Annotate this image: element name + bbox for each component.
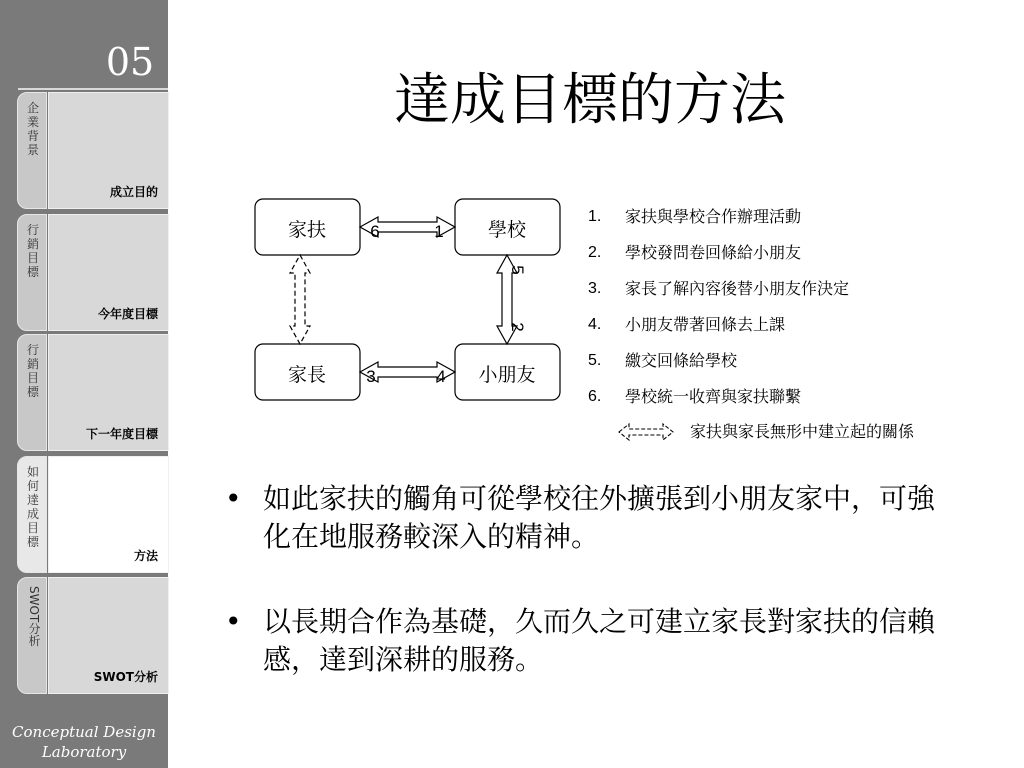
bullet-text: 以長期合作為基礎，久而久之可建立家長對家扶的信賴感，達到深耕的服務。 bbox=[263, 605, 936, 676]
bullet-item bbox=[225, 480, 955, 556]
node-parents: 家長 bbox=[287, 364, 327, 386]
nav-tab[interactable] bbox=[17, 92, 47, 209]
nav-panel[interactable] bbox=[48, 214, 169, 331]
slide-number: 05 bbox=[105, 40, 155, 84]
arrow-number-2: 2 bbox=[508, 322, 527, 332]
step-text: 學校統一收齊與家扶聯繫 bbox=[625, 387, 802, 406]
lab-name-line-1: Conceptual Design bbox=[12, 723, 156, 741]
nav-panel[interactable] bbox=[48, 577, 169, 694]
bullet-icon: • bbox=[225, 482, 242, 515]
nav-item-swot[interactable] bbox=[17, 577, 169, 694]
bullet-item bbox=[225, 603, 955, 679]
step-text: 學校發問卷回條給小朋友 bbox=[625, 243, 802, 262]
divider bbox=[18, 88, 168, 90]
bullet-text: 如此家扶的觸角可從學校往外擴張到小朋友家中，可強化在地服務較深入的精神。 bbox=[263, 482, 936, 553]
step-text: 繳交回條給學校 bbox=[625, 351, 738, 370]
nav-item-this-year-goals[interactable] bbox=[17, 214, 169, 331]
nav-tab-label: 行銷目標 bbox=[26, 343, 39, 399]
node-children: 小朋友 bbox=[478, 364, 536, 386]
step-number: 3. bbox=[588, 280, 602, 297]
arrow-number-4: 4 bbox=[436, 367, 446, 386]
nav-panel[interactable] bbox=[48, 456, 169, 573]
bullet-list bbox=[225, 480, 955, 726]
step-number: 6. bbox=[588, 388, 602, 405]
nav-tab[interactable] bbox=[17, 214, 47, 331]
step-text: 家長了解內容後替小朋友作決定 bbox=[625, 279, 850, 298]
nav-label: 今年度目標 bbox=[97, 307, 158, 321]
arrow-number-3: 3 bbox=[366, 367, 376, 386]
nav-label: 方法 bbox=[133, 549, 158, 563]
step-number: 5. bbox=[588, 352, 602, 369]
lab-name-line-2: Laboratory bbox=[41, 743, 127, 761]
process-diagram bbox=[250, 190, 570, 405]
arrow-number-6: 6 bbox=[370, 222, 380, 241]
step-number: 1. bbox=[588, 208, 602, 225]
arrow-number-5: 5 bbox=[508, 265, 527, 275]
node-school: 學校 bbox=[487, 219, 527, 241]
slide-title: 達成目標的方法 bbox=[394, 68, 786, 133]
bullet-icon: • bbox=[225, 605, 242, 638]
nav-label: 下一年度目標 bbox=[85, 427, 158, 441]
step-text: 小朋友帶著回條去上課 bbox=[625, 315, 786, 334]
arrow-number-1: 1 bbox=[434, 222, 444, 241]
dashed-arrow-legend-icon bbox=[617, 420, 677, 444]
step-number: 4. bbox=[588, 316, 602, 333]
sidebar bbox=[0, 0, 168, 768]
nav-tab-label: 企業背景 bbox=[26, 101, 39, 157]
dashed-arrow-family-parents bbox=[290, 255, 310, 344]
nav-item-methods[interactable] bbox=[17, 456, 169, 573]
nav-tab-label: SWOT分析 bbox=[27, 586, 41, 647]
node-family-support: 家扶 bbox=[287, 219, 327, 241]
nav-item-background[interactable] bbox=[17, 92, 169, 209]
nav-tab[interactable] bbox=[17, 334, 47, 451]
nav-panel[interactable] bbox=[48, 334, 169, 451]
nav-tab[interactable] bbox=[17, 456, 47, 573]
nav-tab-label: 如何達成目標 bbox=[26, 465, 39, 549]
nav-panel[interactable] bbox=[48, 92, 169, 209]
nav-tab-label: 行銷目標 bbox=[26, 223, 39, 279]
legend bbox=[617, 420, 915, 444]
nav-label: 成立目的 bbox=[109, 185, 158, 199]
step-number: 2. bbox=[588, 244, 602, 261]
step-text: 家扶與學校合作辦理活動 bbox=[625, 207, 802, 226]
nav-tab[interactable] bbox=[17, 577, 47, 694]
nav-label: SWOT分析 bbox=[93, 670, 158, 684]
legend-text: 家扶與家長無形中建立起的關係 bbox=[690, 422, 915, 441]
nav-item-next-year-goals[interactable] bbox=[17, 334, 169, 451]
lab-name bbox=[0, 722, 168, 762]
